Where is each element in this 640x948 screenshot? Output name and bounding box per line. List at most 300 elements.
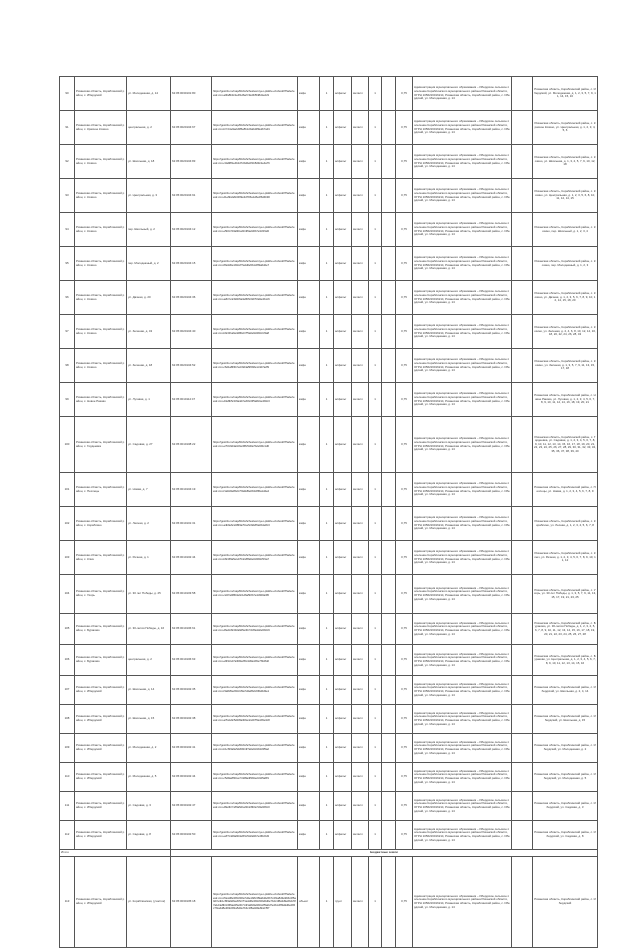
row-number: 93 [60,179,75,213]
empty-cell [512,417,533,473]
served-area-cell: Рязанская область, Кораблинский район, с. Новое Раково, ул. Луговая, д. 1, 2, 3, 4, 5, 6, 7, 8, 9, 10, 11, 12, 14, 16, 18, 19, 20, 21 [533,383,598,417]
empty-cell [512,473,533,507]
material-cell: металл [352,507,369,541]
responsible-cell: Администрация муниципального образования – Ибердское сельское поселение Кораблинского муниципального района Рязанской области, ОГРН 1056216016214, Рязанская область, Кораблинский район, с. Ибердский, ул. Молодежная, д. 14 [413,145,512,179]
table-row [60,473,598,507]
material-cell: металл [352,417,369,473]
volume-cell: 0,75 [396,734,413,763]
surface-cell: асфальт [334,179,352,213]
material-cell: металл [352,676,369,705]
owner-cell: Рязанская область, Кораблинский район, с. Козино [75,281,127,315]
count-cell: 1 [369,614,382,645]
owner-cell: Рязанская область, Кораблинский район, с. Козино [75,145,127,179]
url-cell: https://gosinfo.ru/map/#/obshchestvennye-i-ptskhe-ob-ibod/2f7a2e/reestr-zon-b7c41e9a2d3f5e8b1c6a0d4f9e2b7a31 [212,111,298,145]
material-cell: металл [352,111,369,145]
surface-cell: грунт [334,857,352,948]
empty-cell [512,575,533,614]
count-cell: 1 [369,473,382,507]
empty-cell [512,676,533,705]
responsible-cell: Администрация муниципального образования – Ибердское сельское поселение Кораблинского муниципального района Рязанской области, ОГРН 1056216016214, Рязанская область, Кораблинский район, с. Ибердский, ул. Молодежная, д. 14 [413,349,512,383]
url-cell: https://gosinfo.ru/map/#/obshchestvennye-i-ptskhe-ob-ibod/2f7a2e/reestr-zon-c2d7a4f8b3e9c1d6a5f2b7e4c8d0a3f6 [212,575,298,614]
row-number: 91 [60,111,75,145]
url-cell: https://gosinfo.ru/map/#/obshchestvennye-i-ptskhe-ob-ibod/2f7a2e/reestr-zon-d3e8b5c1f9a4d7e2b6c0f5a8d1e4b9c3 [212,383,298,417]
flag-cell: 1 [320,349,334,383]
material-cell: металл [352,473,369,507]
volume-cell: 0,75 [396,676,413,705]
material-cell: металл [352,213,369,247]
row-number: 90 [60,77,75,111]
url-cell: https://gosinfo.ru/map/#/obshchestvennye-i-ptskhe-ob-ibod/2f7a2e/reestr-zon-b9c4f1a6e3d8b2c7f5a0e9d4b6c1f3a8 [212,315,298,349]
surface-cell: асфальт [334,507,352,541]
type-cell: кафе [298,349,320,383]
address-cell: ул. Луговая, д. 1 [127,383,171,417]
owner-cell: Рязанская область, Кораблинский район, с. Бураково [75,645,127,676]
table-row [60,281,598,315]
cadastral-cell: 62:05:0030102:50 [171,821,212,850]
empty-cell [512,792,533,821]
type-cell: кафе [298,473,320,507]
flag-cell: 1 [320,614,334,645]
count-cell: 1 [369,77,382,111]
cadastral-cell: 62:05:0020104:67 [171,111,212,145]
empty-cell [512,507,533,541]
empty-cell [382,247,396,281]
owner-cell: Рязанская область, Кораблинский район, с. Козино [75,315,127,349]
footer-total-label: Итого [60,850,171,857]
cadastral-cell: 62:05:0020104:15 [171,247,212,281]
served-area-cell: Рязанская область, Кораблинский район, с. Ибердский [533,857,598,948]
address-cell: ул. Школьная, д. 18 [127,145,171,179]
owner-cell: Рязанская область, Кораблинский район, с. Козино [75,349,127,383]
empty-cell [382,575,396,614]
cadastral-cell: 62:05:0020104:12 [171,213,212,247]
flag-cell: 1 [320,247,334,281]
count-cell: 1 [369,857,382,948]
table-row [60,417,598,473]
type-cell: кафе [298,281,320,315]
responsible-cell: Администрация муниципального образования – Ибердское сельское поселение Кораблинского муниципального района Рязанской области, ОГРН 1056216016214, Рязанская область, Кораблинский район, с. Ибердский, ул. Молодежная, д. 14 [413,575,512,614]
url-cell: https://gosinfo.ru/map/#/obshchestvennye-i-ptskhe-ob-ibod/2f7a2e/reestr-zon-e7f2c9d4a1b6e3f8c5d0a7b2e9f4c1d6 [212,417,298,473]
flag-cell: 1 [320,281,334,315]
volume-cell: 0,75 [396,315,413,349]
table-row [60,507,598,541]
type-cell: кафе [298,676,320,705]
type-cell: кафе [298,179,320,213]
empty-cell [512,349,533,383]
empty-cell [382,645,396,676]
url-cell: https://gosinfo.ru/map/#/obshchestvennye-i-ptskhe-ob-ibod/2f7a2e/reestr-zon-a2b7e4c9d1f6a3e8b5c0d7f2a9e4b1c6 [212,281,298,315]
empty-cell [512,705,533,734]
volume-cell: 0,75 [396,111,413,145]
surface-cell: асфальт [334,213,352,247]
url-cell: https://gosinfo.ru/map/#/obshchestvennye-i-ptskhe-ob-ibod/2f7a2e/reestr-zon-f3a8d5e2b6c1f9a7d4e8b2c6f0a5d3e1 [212,676,298,705]
owner-cell: Рязанская область, Кораблинский район, с. Ибердский [75,705,127,734]
row-number: 104 [60,575,75,614]
row-number: 95 [60,247,75,281]
owner-cell: Рязанская область, Кораблинский район, с. Ухорь [75,575,127,614]
address-cell: ул. Садовая, д. 8 [127,821,171,850]
type-cell: кафе [298,734,320,763]
volume-cell: 0,75 [396,614,413,645]
url-cell: https://gosinfo.ru/map/#/obshchestvennye-i-ptskhe-ob-ibod/2f7a2e/reestr-zon-c5d9a2f6b1e7c3d8a4f9b6e2c0d5a8f1 [212,763,298,792]
empty-cell [382,857,396,948]
type-cell: кафе [298,792,320,821]
responsible-cell: Администрация муниципального образования – Ибердское сельское поселение Кораблинского муниципального района Рязанской области, ОГРН 1056216016214, Рязанская область, Кораблинский район, с. Ибердский, ул. Молодежная, д. 14 [413,247,512,281]
type-cell: кафе [298,645,320,676]
owner-cell: Рязанская область, Кораблинский район, с. Ибердский [75,792,127,821]
row-number: 112 [60,821,75,850]
responsible-cell: Администрация муниципального образования – Ибердское сельское поселение Кораблинского муниципального района Рязанской области, ОГРН 1056216016214, Рязанская область, Кораблинский район, с. Ибердский, ул. Молодежная, д. 14 [413,763,512,792]
type-cell: кафе [298,315,320,349]
served-area-cell: Рязанская область, Кораблинский район, с. Гордеевка, ул. Садовая, д. 1, 2, 3, 4, 5, 6, 7, 8, 9, 10, 11, 12, 13, 14, 15, 16, 17, 18, 19, 20, 21, 22, 23, 24, 25, 26, 27, 28, 29, 30, 31, 32, 33, 34, 35, 36, 37, 38, 39, 40 [533,417,598,473]
table-row [60,645,598,676]
count-cell: 1 [369,705,382,734]
surface-cell: асфальт [334,473,352,507]
url-cell: https://gosinfo.ru/map/#/obshchestvennye-i-ptskhe-ob-ibod/2f7a2e/reestr-zon-d1e6b2a8c4f09e3d7b5a1c8e2f6d4b90 [212,179,298,213]
empty-cell [512,145,533,179]
empty-cell [382,77,396,111]
volume-cell: 0,75 [396,763,413,792]
empty-cell [512,857,533,948]
table-body [60,77,598,948]
empty-cell [512,734,533,763]
volume-cell: 0,75 [396,349,413,383]
volume-cell: 0,75 [396,213,413,247]
served-area-cell: Рязанская область, Кораблинский район, с. Ключ, ул. Речная, д. 1, 2, 3, 4, 5, 6, 7, 8, 9, 10, 11, 12 [533,541,598,575]
surface-cell: асфальт [334,614,352,645]
cadastral-cell: 62:05:0010112:47 [171,383,212,417]
material-cell: металл [352,247,369,281]
surface-cell: асфальт [334,247,352,281]
surface-cell: асфальт [334,575,352,614]
owner-cell: Рязанская область, Кораблинский район, с. Ибердский [75,857,127,948]
surface-cell: асфальт [334,77,352,111]
address-cell: ул. Молодежная, д. 2 [127,734,171,763]
url-cell: https://gosinfo.ru/map/#/obshchestvennye-i-ptskhe-ob-ibod/2f7a2e/reestr-zon-c6d1a8f3b7e2c9d4a5f0b8e1c3d7a2f9 [212,349,298,383]
url-cell: https://gosinfo.ru/map/#/obshchestvennye-i-ptskhe-ob-ibod/2f7a2e/reestr-zon-f6a1d8e3b5c9f2a7d4e1b8c3f9a6d2e5b7c4f1a8d3e9b6c2f5a0d7e4b1c8f3a9d6e2b5c7f1a4d8e3b9c6f2a5d0e7b4c1f8a3d9e6b2c5f7a1d4e8b3c9f6a2d5e0b7c4f1a8d3e9b6c2f5a0d7e4b1c8f3a9d6e2b5c7f1a4d8e3b9c6f2a5d0e7b4c1f8a3d9e6b2c5f7 [212,857,298,948]
section-separator-row [60,850,598,857]
flag-cell: 1 [320,315,334,349]
empty-cell [512,315,533,349]
row-number: 96 [60,281,75,315]
material-cell: металл [352,179,369,213]
address-cell: ул. Молодежная, д. 5 [127,763,171,792]
type-cell: кафе [298,417,320,473]
url-cell: https://gosinfo.ru/map/#/obshchestvennye-i-ptskhe-ob-ibod/2f7a2e/reestr-zon-a0fa8b3c2e4f1d6a7c9e0b5f48d1e2c9 [212,77,298,111]
url-cell: https://gosinfo.ru/map/#/obshchestvennye-i-ptskhe-ob-ibod/2f7a2e/reestr-zon-d6e1b8c4f2a9d5e3b7c1f8a4d2e6b0c9 [212,614,298,645]
flag-cell: 1 [320,763,334,792]
empty-cell [512,763,533,792]
responsible-cell: Администрация муниципального образования – Ибердское сельское поселение Кораблинского муниципального района Рязанской области, ОГРН 1056216016214, Рязанская область, Кораблинский район, с. Ибердский, ул. Молодежная, д. 14 [413,676,512,705]
row-number: 111 [60,792,75,821]
volume-cell: 0,75 [396,281,413,315]
flag-cell: 1 [320,383,334,417]
address-cell: ул. Кораблинская, (участок) [127,857,171,948]
empty-cell [382,705,396,734]
flag-cell: 1 [320,676,334,705]
empty-cell [382,792,396,821]
flag-cell: 1 [320,145,334,179]
address-cell: пер. Школьный, д. 2 [127,213,171,247]
owner-cell: Рязанская область, Кораблинский район, с. Козино [75,179,127,213]
address-cell: пер. Молодежный, д. 2 [127,247,171,281]
type-cell: кафе [298,77,320,111]
served-area-cell: Рязанская область, Кораблинский район, с. Козино, ул. Дачная, д. 1, 2, 3, 5, 6, 7, 8, 9, 10, 12, 14, 15, 18, 20 [533,281,598,315]
empty-cell [512,614,533,645]
owner-cell: Рязанская область, Кораблинский район, с. Красное Козино [75,111,127,145]
row-number: 97 [60,315,75,349]
empty-cell [382,614,396,645]
address-cell: ул. Центральная, д. 3 [127,179,171,213]
empty-cell [382,349,396,383]
served-area-cell: Рязанская область, Кораблинский район, с. Ибердский, ул. Садовая, д. 3 [533,792,598,821]
empty-cell [382,111,396,145]
served-area-cell: Рязанская область, Кораблинский район, с. Ибердский, ул. Школьная, д. 2, 4, 14 [533,676,598,705]
responsible-cell: Администрация муниципального образования – Ибердское сельское поселение Кораблинского муниципального района Рязанской области, ОГРН 1056216016214, Рязанская область, Кораблинский район, с. Ибердский, ул. Молодежная, д. 14 [413,821,512,850]
responsible-cell: Администрация муниципального образования – Ибердское сельское поселение Кораблинского муниципального района Рязанской области, ОГРН 1056216016214, Рязанская область, Кораблинский район, с. Ибердский, ул. Молодежная, д. 14 [413,383,512,417]
cadastral-cell: 62:05:0020104:36 [171,281,212,315]
address-cell: ул. Новая, д. 7 [127,473,171,507]
flag-cell: 1 [320,213,334,247]
responsible-cell: Администрация муниципального образования – Ибердское сельское поселение Кораблинского муниципального района Рязанской области, ОГРН 1056216016214, Рязанская область, Кораблинский район, с. Ибердский, ул. Молодежная, д. 14 [413,857,512,948]
material-cell: металл [352,821,369,850]
url-cell: https://gosinfo.ru/map/#/obshchestvennye-i-ptskhe-ob-ibod/2f7a2e/reestr-zon-b8c3f9a5e1d7b4c2f8a6e0d3b9c5f1a7 [212,541,298,575]
empty-cell [382,473,396,507]
material-cell: металл [352,315,369,349]
count-cell: 1 [369,541,382,575]
flag-cell: 1 [320,417,334,473]
count-cell: 1 [369,315,382,349]
type-cell: кафе [298,705,320,734]
surface-cell: асфальт [334,705,352,734]
url-cell: https://gosinfo.ru/map/#/obshchestvennye-i-ptskhe-ob-ibod/2f7a2e/reestr-zon-e5f2c7d3a9b1e8c4f6a2d0b7e3c9f1a5 [212,213,298,247]
count-cell: 1 [369,417,382,473]
url-cell: https://gosinfo.ru/map/#/obshchestvennye-i-ptskhe-ob-ibod/2f7a2e/reestr-zon-a7b2e9c5d1f8a3b6e4c2d7f9a1b5e3c8 [212,705,298,734]
empty-cell [512,541,533,575]
url-cell: https://gosinfo.ru/map/#/obshchestvennye-i-ptskhe-ob-ibod/2f7a2e/reestr-zon-c3a98f1e4b2d7c6a5e0f1b8d9c2e4a76 [212,145,298,179]
flag-cell: 1 [320,705,334,734]
material-cell: металл [352,281,369,315]
empty-cell [512,645,533,676]
responsible-cell: Администрация муниципального образования – Ибердское сельское поселение Кораблинского муниципального района Рязанской области, ОГРН 1056216016214, Рязанская область, Кораблинский район, с. Ибердский, ул. Молодежная, д. 14 [413,614,512,645]
surface-cell: асфальт [334,792,352,821]
material-cell: металл [352,792,369,821]
served-area-cell: Рязанская область, Кораблинский район, с. Козино, ул. Зеленая, д. 1, 3, 5, 7, 9, 11, 13, 15, 17, 18 [533,349,598,383]
owner-cell: Рязанская область, Кораблинский район, с. Ибердский [75,821,127,850]
type-cell: кафе [298,614,320,645]
served-area-cell: Рязанская область, Кораблинский район, с. Ибердский, ул. Молодежная, д. 2 [533,734,598,763]
flag-cell: 1 [320,507,334,541]
volume-cell: 0,75 [396,541,413,575]
owner-cell: Рязанская область, Кораблинский район, с. Пехлецы [75,473,127,507]
flag-cell: 1 [320,821,334,850]
type-cell: кафе [298,575,320,614]
type-cell: кафе [298,383,320,417]
empty-cell [382,821,396,850]
url-cell: https://gosinfo.ru/map/#/obshchestvennye-i-ptskhe-ob-ibod/2f7a2e/reestr-zon-f8a3d6e1b9c2f7a4d0e5b1c8f3a6d2e7 [212,247,298,281]
surface-cell: асфальт [334,734,352,763]
responsible-cell: Администрация муниципального образования – Ибердское сельское поселение Кораблинского муниципального района Рязанской области, ОГРН 1056216016214, Рязанская область, Кораблинский район, с. Ибердский, ул. Молодежная, д. 14 [413,417,512,473]
responsible-cell: Администрация муниципального образования – Ибердское сельское поселение Кораблинского муниципального района Рязанской области, ОГРН 1056216016214, Рязанская область, Кораблинский район, с. Ибердский, ул. Молодежная, д. 14 [413,734,512,763]
responsible-cell: Администрация муниципального образования – Ибердское сельское поселение Кораблинского муниципального района Рязанской области, ОГРН 1056216016214, Рязанская область, Кораблинский район, с. Ибердский, ул. Молодежная, д. 14 [413,111,512,145]
address-cell: ул. Садовая, д. 27 [127,417,171,473]
cadastral-cell: 62:05:0010101:31 [171,507,212,541]
cadastral-cell: 62:05:0010108:22 [171,417,212,473]
served-area-cell: Рязанская область, Кораблинский район, с. Ухорь, ул. 30 лет Победы, д. 1, 3, 5, 7, 9, 11, 13, 15, 17, 19, 21, 23, 25 [533,575,598,614]
empty-cell [382,315,396,349]
count-cell: 1 [369,145,382,179]
empty-cell [382,507,396,541]
served-area-cell: Рязанская область, Кораблинский район, с. Козино, пер. Молодежный, д. 1, 2, 3 [533,247,598,281]
surface-cell: асфальт [334,111,352,145]
served-area-cell: Рязанская область, Кораблинский район, с. Козино, ул. Зеленая, д. 2, 4, 6, 8, 10, 12, 14, 16, 18, 20, 22, 24, 26, 28, 43 [533,315,598,349]
empty-cell [382,417,396,473]
responsible-cell: Администрация муниципального образования – Ибердское сельское поселение Кораблинского муниципального района Рязанской области, ОГРН 1056216016214, Рязанская область, Кораблинский район, с. Ибердский, ул. Молодежная, д. 14 [413,645,512,676]
served-area-cell: Рязанская область, Кораблинский район, с. Ибердский, ул. Школьная, д. 15 [533,705,598,734]
material-cell: металл [352,145,369,179]
volume-cell: 0,75 [396,383,413,417]
count-cell: 1 [369,281,382,315]
row-number: 107 [60,676,75,705]
table-row [60,575,598,614]
surface-cell: асфальт [334,315,352,349]
cadastral-cell: 62:05:0010104:19 [171,473,212,507]
count-cell: 1 [369,763,382,792]
cadastral-cell: 62:05:0030102:44 [171,763,212,792]
count-cell: 1 [369,792,382,821]
table-row [60,349,598,383]
surface-cell: асфальт [334,541,352,575]
served-area-cell: Рязанская область, Кораблинский район, с. Бураково, ул. Центральная, д. 1, 2, 3, 4, 5, 6, 7, 8, 9, 10, 11, 12, 13, 14, 15, 16 [533,645,598,676]
empty-cell [382,179,396,213]
owner-cell: Рязанская область, Кораблинский район, с. Ибердский [75,763,127,792]
table-row [60,857,598,948]
empty-cell [382,383,396,417]
owner-cell: Рязанская область, Кораблинский район, с. Ибердский [75,676,127,705]
flag-cell: 1 [320,575,334,614]
empty-cell [512,77,533,111]
url-cell: https://gosinfo.ru/map/#/obshchestvennye-i-ptskhe-ob-ibod/2f7a2e/reestr-zon-e9f4c1d7a3b8e2f6c4d9a1b5e7f3c8d2 [212,645,298,676]
surface-cell: асфальт [334,676,352,705]
empty-cell [382,541,396,575]
responsible-cell: Администрация муниципального образования – Ибердское сельское поселение Кораблинского муниципального района Рязанской области, ОГРН 1056216016214, Рязанская область, Кораблинский район, с. Ибердский, ул. Молодежная, д. 14 [413,281,512,315]
responsible-cell: Администрация муниципального образования – Ибердское сельское поселение Кораблинского муниципального района Рязанской области, ОГРН 1056216016214, Рязанская область, Кораблинский район, с. Ибердский, ул. Молодежная, д. 14 [413,77,512,111]
address-cell: ул. Школьная, д. 15 [127,705,171,734]
row-number: 100 [60,417,75,473]
cadastral-cell: 62:05:0020104:91 [171,179,212,213]
count-cell: 1 [369,575,382,614]
count-cell: 1 [369,213,382,247]
material-cell: металл [352,383,369,417]
address-cell: ул. Лесная, д. 2 [127,507,171,541]
count-cell: 1 [369,349,382,383]
table-row [60,111,598,145]
count-cell: 1 [369,247,382,281]
owner-cell: Рязанская область, Кораблинский район, с. Ключ [75,541,127,575]
material-cell: металл [352,645,369,676]
row-number: 105 [60,614,75,645]
row-number: 92 [60,145,75,179]
empty-cell [512,111,533,145]
surface-cell: асфальт [334,763,352,792]
table-row [60,734,598,763]
cadastral-cell: 62:05:0020104:40 [171,315,212,349]
cadastral-cell: 62:05:0030102:41 [171,734,212,763]
address-cell: ул. Дачная, д. 20 [127,281,171,315]
table-row [60,383,598,417]
empty-cell [382,763,396,792]
responsible-cell: Администрация муниципального образования – Ибердское сельское поселение Кораблинского муниципального района Рязанской области, ОГРН 1056216016214, Рязанская область, Кораблинский район, с. Ибердский, ул. Молодежная, д. 14 [413,705,512,734]
empty-cell [382,213,396,247]
material-cell: металл [352,763,369,792]
served-area-cell: Рязанская область, Кораблинский район, с. Козино, ул. Центральная, д. 1, 2, 3, 5, 6, 8, 10, 11, 12, 14, 15 [533,179,598,213]
table-row [60,541,598,575]
address-cell: ул. Зеленая, д. 18 [127,349,171,383]
table-row [60,247,598,281]
address-cell: ул. Садовая, д. 3 [127,792,171,821]
served-area-cell: Рязанская область, Кораблинский район, с. Ибердский, ул. Молодежная, д. 1, 2, 3, 5, 7, 9, 11, 14, 15, 16 [533,77,598,111]
type-cell: кафе [298,541,320,575]
count-cell: 1 [369,179,382,213]
volume-cell: 0,75 [396,821,413,850]
empty-cell [382,281,396,315]
flag-cell: 1 [320,792,334,821]
cadastral-cell: 62:05:0010106:61 [171,614,212,645]
owner-cell: Рязанская область, Кораблинский район, с. Кораблино [75,507,127,541]
type-cell: кафе [298,821,320,850]
count-cell: 1 [369,821,382,850]
cadastral-cell: 62:05:0020104:52 [171,349,212,383]
cadastral-cell: 62:05:0010106:63 [171,645,212,676]
type-cell: кафе [298,111,320,145]
table-row [60,145,598,179]
type-cell: объект [298,857,320,948]
address-cell: ул. Школьная, д. 14 [127,676,171,705]
cadastral-cell: 62:05:0030102:38 [171,705,212,734]
url-cell: https://gosinfo.ru/map/#/obshchestvennye-i-ptskhe-ob-ibod/2f7a2e/reestr-zon-b1c6f3a9e5d2b8c4f7a0e6d1b3c9f5a2 [212,734,298,763]
row-number: 94 [60,213,75,247]
row-number: 113 [60,857,75,948]
empty-cell [512,247,533,281]
surface-cell: асфальт [334,145,352,179]
volume-cell: 0,75 [396,792,413,821]
owner-cell: Рязанская область, Кораблинский район, с. Козино [75,213,127,247]
url-cell: https://gosinfo.ru/map/#/obshchestvennye-i-ptskhe-ob-ibod/2f7a2e/reestr-zon-a4b9e6c2d8f3a7b1e5c9d2f6a0b4e8c3 [212,507,298,541]
served-area-cell: Рязанская область, Кораблинский район, с. Кораблино, ул. Лесная, д. 1, 2, 3, 4, 5, 6, 7, 8 [533,507,598,541]
section-label: Бюджетные земли [171,850,598,857]
volume-cell: 0,75 [396,507,413,541]
flag-cell: 1 [320,77,334,111]
volume-cell: 0,75 [396,575,413,614]
volume-cell: 0,75 [396,417,413,473]
responsible-cell: Администрация муниципального образования – Ибердское сельское поселение Кораблинского муниципального района Рязанской области, ОГРН 1056216016214, Рязанская область, Кораблинский район, с. Ибердский, ул. Молодежная, д. 14 [413,507,512,541]
empty-cell [512,383,533,417]
cadastral-cell: 62:05:0030102:35 [171,676,212,705]
empty-cell [382,145,396,179]
empty-cell [382,734,396,763]
surface-cell: асфальт [334,645,352,676]
cadastral-cell: 62:05:0030101:80 [171,77,212,111]
address-cell: ул. 30-летия Победы, д. 16 [127,614,171,645]
responsible-cell: Администрация муниципального образования – Ибердское сельское поселение Кораблинского муниципального района Рязанской области, ОГРН 1056216016214, Рязанская область, Кораблинский район, с. Ибердский, ул. Молодежная, д. 14 [413,179,512,213]
flag-cell: 1 [320,473,334,507]
volume-cell: 0,75 [396,179,413,213]
table-row [60,763,598,792]
row-number: 110 [60,763,75,792]
owner-cell: Рязанская область, Кораблинский район, с. Ибердский [75,77,127,111]
type-cell: кафе [298,213,320,247]
count-cell: 1 [369,676,382,705]
